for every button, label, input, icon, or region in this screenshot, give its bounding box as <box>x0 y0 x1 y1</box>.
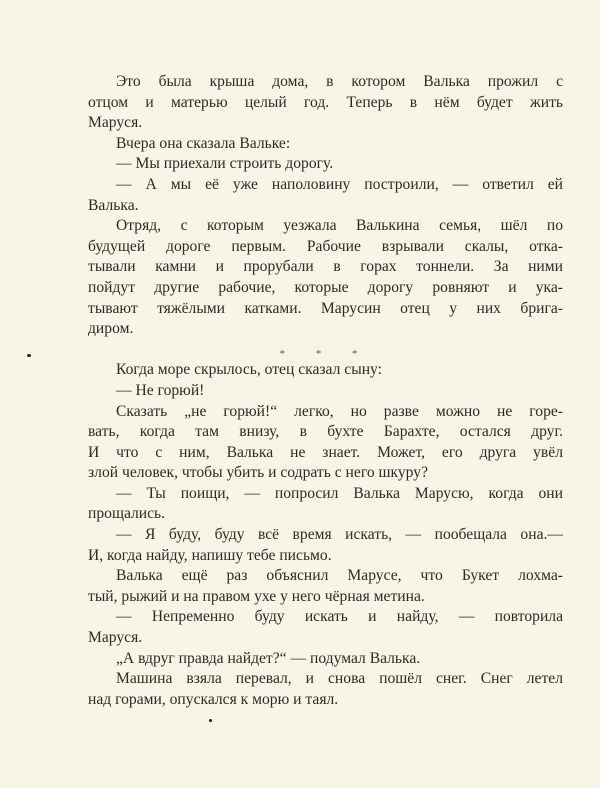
text-line: вать, когда там внизу, в бухте Барахте, остался друг. <box>88 423 563 441</box>
text-line: пойдут другие рабочие, которые дорогу ровняют и ука- <box>88 278 563 296</box>
text-line: — Непременно буду искать и найду, — повторила <box>116 608 563 626</box>
text-line: тый, рыжий и на правом ухе у него чёрная метина. <box>88 587 425 605</box>
text-line: — А мы её уже наполовину построили, — ответил ей <box>116 175 563 193</box>
text-line: злой человек, чтобы убить и содрать с него шкуру? <box>88 464 428 482</box>
section-2 <box>88 360 563 710</box>
text-line: над горами, опускался к морю и таял. <box>88 690 339 708</box>
scan-speck <box>209 719 212 722</box>
text-line: И, когда найду, напишу тебе письмо. <box>88 546 332 564</box>
text-line: тывают тяжёлыми катками. Марусин отец у них брига- <box>88 299 563 317</box>
text-line: Это была крыша дома, в котором Валька прожил с <box>116 73 563 90</box>
text-line: Вчера она сказала Вальке: <box>116 134 291 152</box>
text-line: Машина взяла перевал, и снова пошёл снег. Снег летел <box>116 670 563 688</box>
text-line: отцом и матерью целый год. Теперь в нём будет жить <box>88 93 563 111</box>
text-line: Маруся. <box>88 114 143 132</box>
text-line: — Не горюй! <box>116 381 205 399</box>
text-line: Когда море скрылось, отец сказал сыну: <box>116 361 382 379</box>
text-line: Сказать „не горюй!“ легко, но разве можно не горе- <box>116 402 563 420</box>
text-line: будущей дороге первым. Рабочие взрывали скалы, отка- <box>88 237 563 255</box>
text-line: прощались. <box>88 505 166 523</box>
section-separator: * * * <box>279 347 372 360</box>
section-1 <box>88 72 563 340</box>
book-page-text <box>88 72 563 710</box>
text-line: Валька. <box>88 196 139 214</box>
text-line: — Я буду, буду всё время искать, — пообещала она.— <box>116 526 563 544</box>
text-line: И что с ним, Валька не знает. Может, его друга увёл <box>88 443 563 461</box>
text-line: Маруся. <box>88 629 143 647</box>
text-line: диром. <box>88 320 134 338</box>
text-line: „А вдруг правда найдет?“ — подумал Валька. <box>116 649 421 667</box>
text-line: Отряд, с которым уезжала Валькина семья, шёл по <box>116 217 563 235</box>
scan-speck <box>27 354 31 357</box>
text-line: — Мы приехали строить дорогу. <box>116 155 334 173</box>
text-line: тывали камни и прорубали в горах тоннели. За ними <box>88 258 563 276</box>
text-line: — Ты поищи, — попросил Валька Марусю, когда они <box>116 484 563 502</box>
text-line: Валька ещё раз объяснил Марусе, что Букет лохма- <box>116 567 563 585</box>
